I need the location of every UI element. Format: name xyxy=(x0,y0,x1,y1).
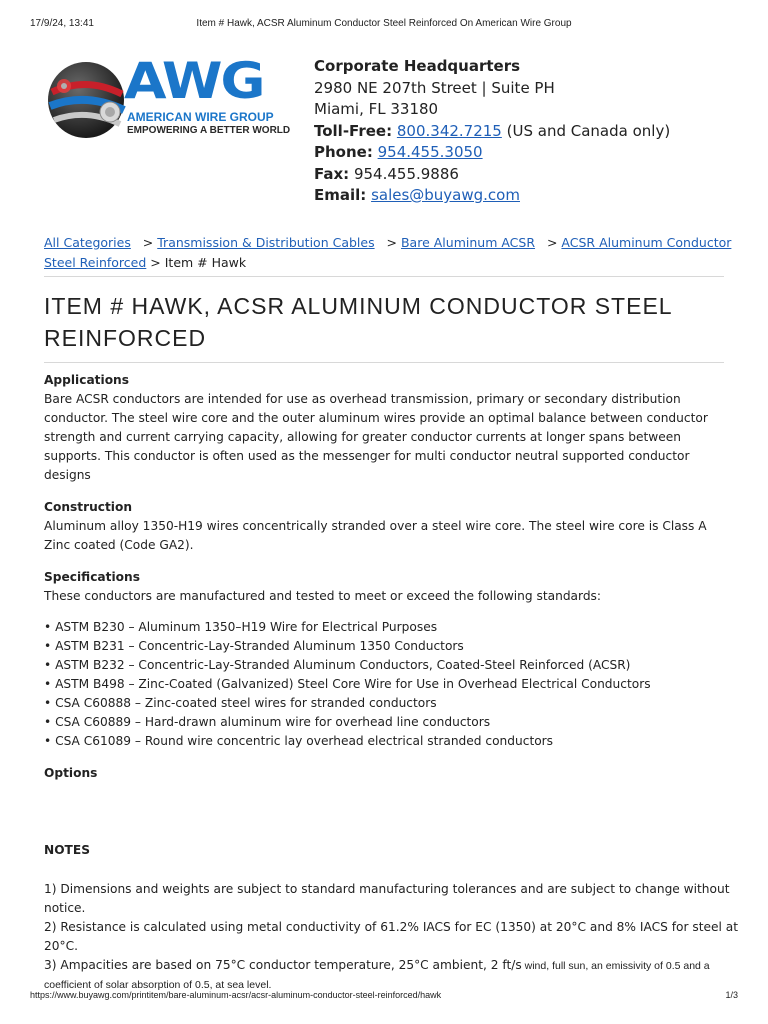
print-footer xyxy=(30,990,738,1004)
standards-list xyxy=(44,618,734,751)
print-header xyxy=(30,18,738,32)
product-description xyxy=(44,371,734,783)
awg-logo[interactable] xyxy=(44,52,291,144)
tollfree-row xyxy=(314,121,670,143)
tollfree-note: (US and Canada only) xyxy=(506,121,671,140)
print-page-title: Item # Hawk, ACSR Aluminum Conductor Steel Reinforced On American Wire Group xyxy=(196,18,572,29)
fax-number: 954.455.9886 xyxy=(353,164,459,183)
breadcrumb-link-transmission[interactable]: Transmission & Distribution Cables xyxy=(157,235,375,250)
note-3-middle: wind, full sun, an emissivity of 0.5 and a xyxy=(521,960,710,972)
breadcrumb-separator: > xyxy=(150,255,161,270)
address-line-1: 2980 NE 207th Street | Suite PH xyxy=(314,78,555,97)
address-line-2: Miami, FL 33180 xyxy=(314,100,439,118)
construction-text: Aluminum alloy 1350-H19 wires concentrically stranded over a steel wire core. The steel wire core is Class A Zinc coated (Code GA2). xyxy=(44,519,707,552)
divider xyxy=(44,276,724,277)
breadcrumb-current: Item # Hawk xyxy=(164,255,247,270)
breadcrumb-link-acsr[interactable]: ACSR Aluminum Conductor Steel Reinforced xyxy=(44,235,732,270)
page-number: 1/3 xyxy=(725,990,738,1000)
phone-label: Phone: xyxy=(314,143,373,161)
note-1: 1) Dimensions and weights are subject to standard manufacturing tolerances and are subject to change without notice. xyxy=(44,882,730,915)
fax-row xyxy=(314,164,670,186)
list-item: • CSA C60888 – Zinc-coated steel wires for stranded conductors xyxy=(44,696,437,710)
note-3-start: 3) Ampacities are based on 75°C conductor temperature, 25°C ambient, 2 ft/s xyxy=(44,958,522,972)
list-item: • ASTM B232 – Concentric-Lay-Stranded Aluminum Conductors, Coated-Steel Reinforced (ACSR) xyxy=(44,658,631,672)
breadcrumb-link-all-categories[interactable]: All Categories xyxy=(44,235,131,250)
tollfree-label: Toll-Free: xyxy=(314,121,393,140)
breadcrumb-separator: > xyxy=(142,235,154,250)
email-link[interactable]: sales@buyawg.com xyxy=(371,186,520,204)
contact-block xyxy=(314,56,670,207)
list-item: • ASTM B498 – Zinc-Coated (Galvanized) Steel Core Wire for Use in Overhead Electrical Conductors xyxy=(44,677,651,691)
phone-link[interactable]: 954.455.3050 xyxy=(377,143,483,161)
print-url: https://www.buyawg.com/printitem/bare-aluminum-acsr/acsr-aluminum-conductor-steel-reinforced/hawk xyxy=(30,990,442,1000)
applications-heading: Applications xyxy=(44,373,129,387)
fax-label: Fax: xyxy=(314,164,350,183)
page-title: ITEM # HAWK, ACSR ALUMINUM CONDUCTOR STEEL REINFORCED xyxy=(44,293,672,351)
note-2: 2) Resistance is calculated using metal conductivity of 61.2% IACS for EC (1350) at 20°C and 8% IACS for steel at 20°C. xyxy=(44,920,738,953)
notes-list xyxy=(44,880,744,995)
list-item: • CSA C61089 – Round wire concentric lay overhead electrical stranded conductors xyxy=(44,734,554,748)
breadcrumb-link-bare-aluminum[interactable]: Bare Aluminum ACSR xyxy=(400,235,536,250)
print-date: 17/9/24, 13:41 xyxy=(30,18,94,29)
construction-heading: Construction xyxy=(44,500,133,514)
phone-row xyxy=(314,142,670,164)
logo-company-name: AMERICAN WIRE GROUP xyxy=(127,110,274,124)
list-item: • ASTM B231 – Concentric-Lay-Stranded Aluminum 1350 Conductors xyxy=(44,639,464,653)
tollfree-link[interactable]: 800.342.7215 xyxy=(396,121,502,140)
email-row xyxy=(314,185,670,207)
divider xyxy=(44,362,724,363)
breadcrumb xyxy=(44,233,734,273)
logo-tagline: EMPOWERING A BETTER WORLD xyxy=(127,125,291,136)
breadcrumb-separator: > xyxy=(546,235,558,250)
note-3 xyxy=(44,956,744,976)
list-item: • CSA C60889 – Hard-drawn aluminum wire for overhead line conductors xyxy=(44,715,491,729)
breadcrumb-separator: > xyxy=(386,235,397,250)
notes-heading: NOTES xyxy=(44,843,90,857)
logo-wordmark: AWG xyxy=(124,52,264,110)
email-label: Email: xyxy=(314,186,367,204)
applications-text: Bare ACSR conductors are intended for use as overhead transmission, primary or secondary distribution conductor. The steel wire core and the outer aluminum wires provide an optimal balance between conductor strength and current carrying capacity, allowing for greater conductor currents at longer spans between supports. This conductor is often used as the messenger for multi conductor neutral supported conductor designs xyxy=(44,392,708,482)
specifications-heading: Specifications xyxy=(44,570,140,584)
note-3-end: coefficient of solar absorption of 0.5, at sea level. xyxy=(44,979,272,991)
headquarters-heading: Corporate Headquarters xyxy=(314,57,521,75)
cable-globe-icon xyxy=(44,58,128,142)
options-heading: Options xyxy=(44,766,98,780)
specifications-intro: These conductors are manufactured and tested to meet or exceed the following standards: xyxy=(44,589,602,603)
list-item: • ASTM B230 – Aluminum 1350–H19 Wire for Electrical Purposes xyxy=(44,620,438,634)
